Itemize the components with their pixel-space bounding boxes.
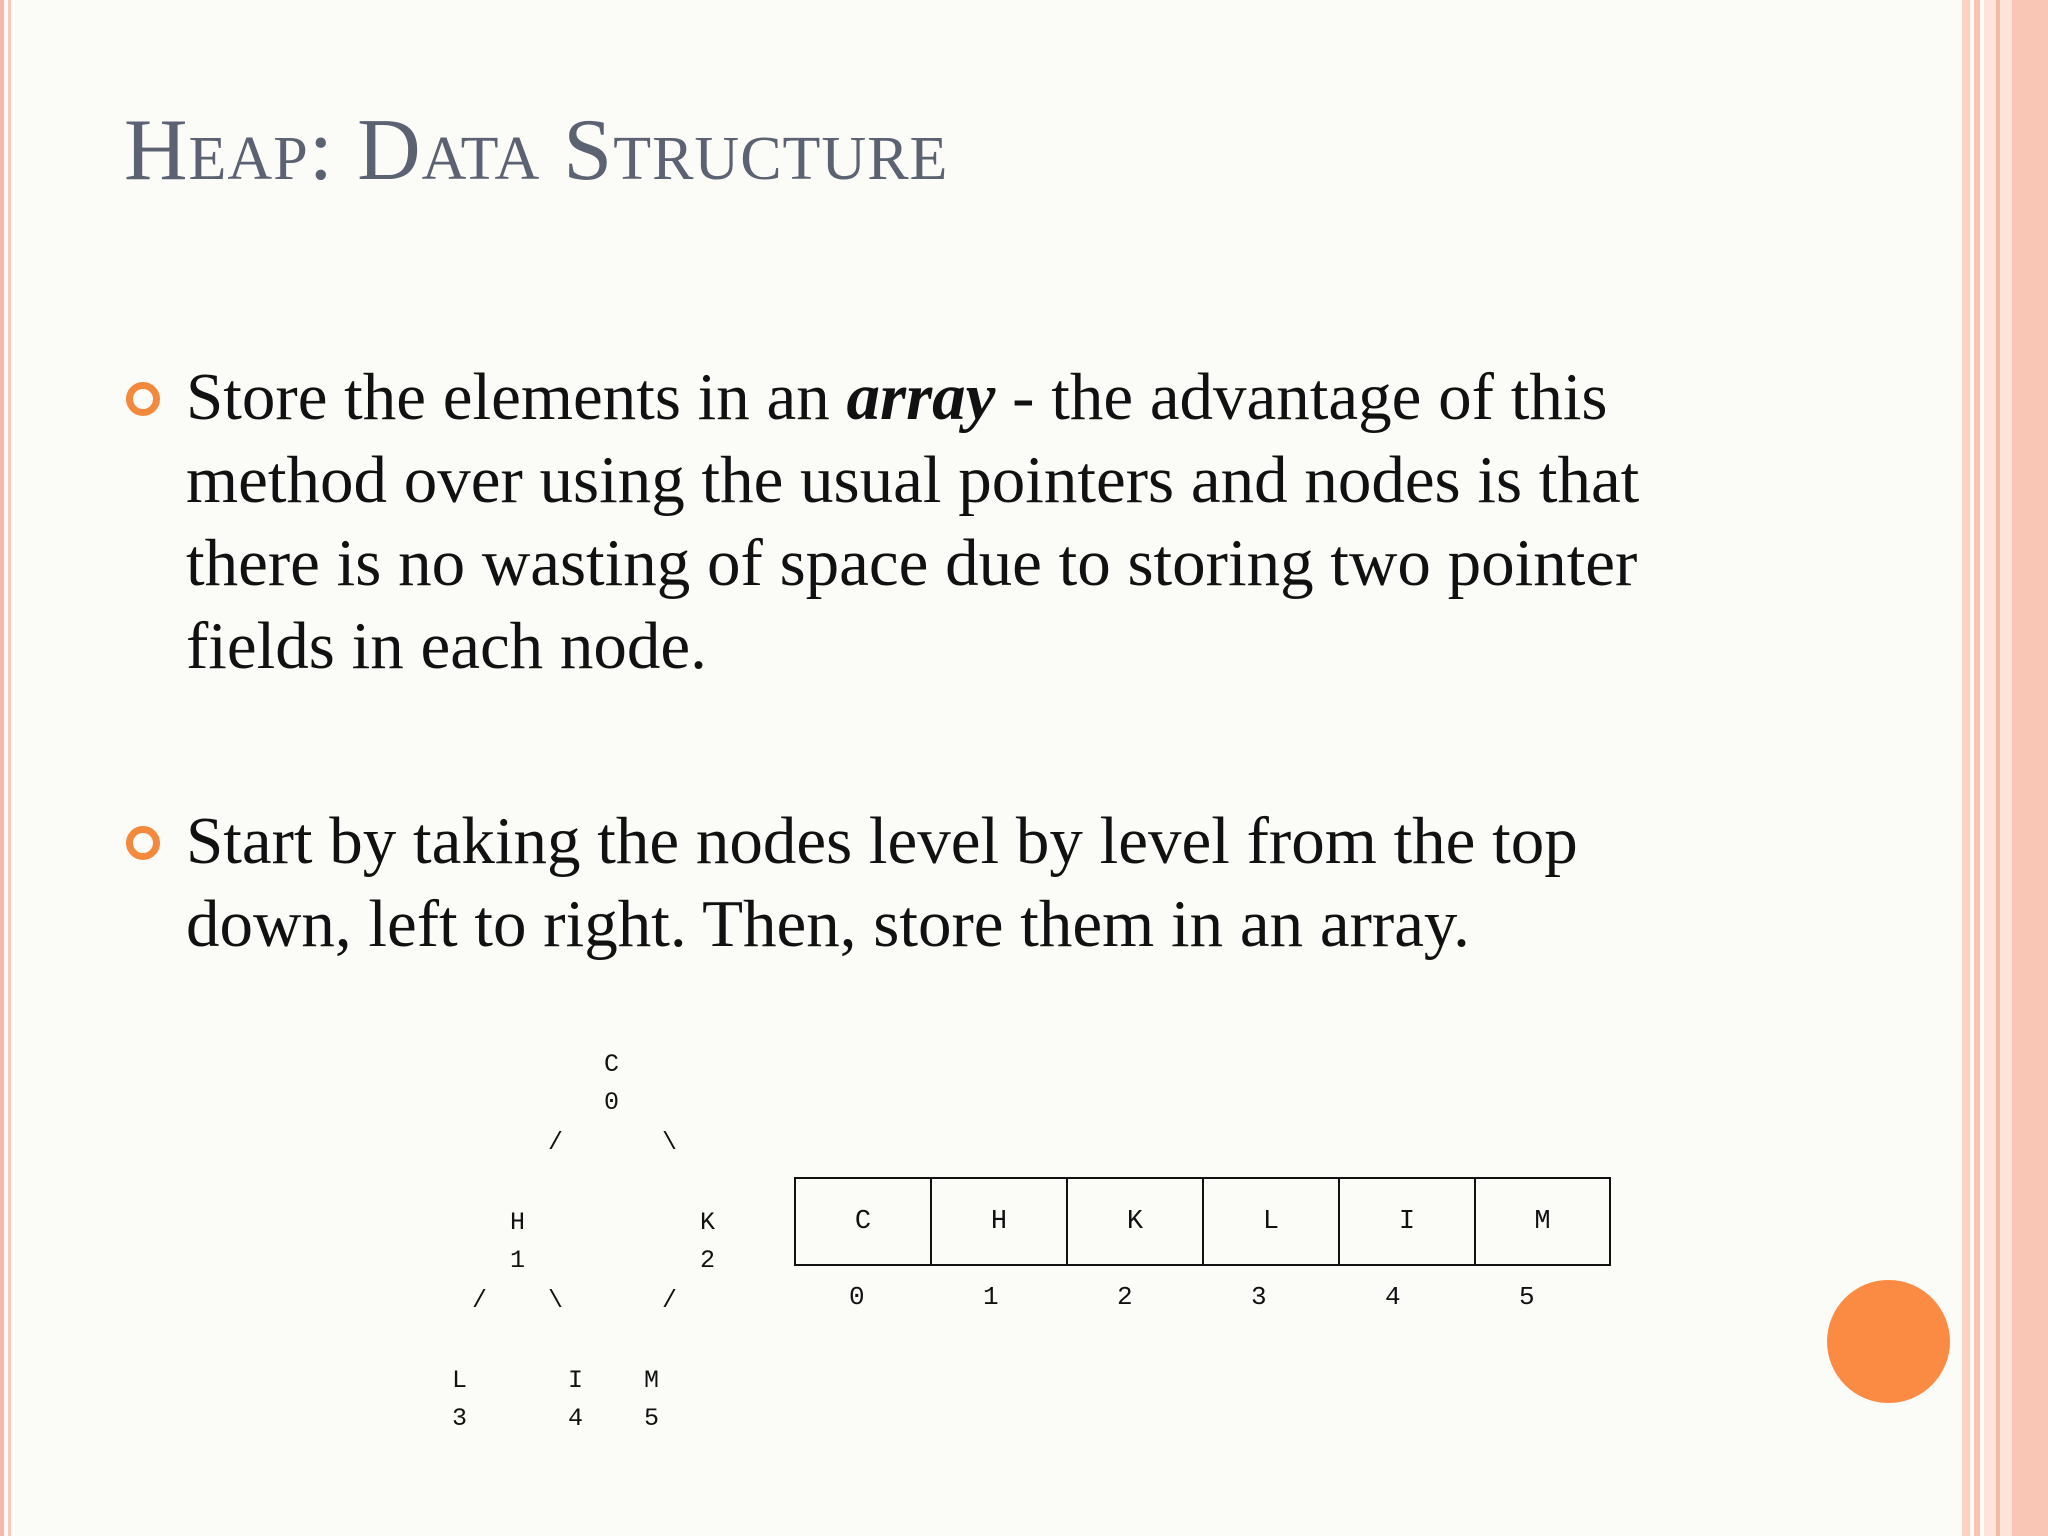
tree-node-index: 4 — [568, 1404, 584, 1433]
bullet-ring-icon — [126, 382, 160, 416]
bullet-emphasis: array — [846, 360, 996, 434]
slide-title: Heap: Data Structure — [124, 102, 949, 199]
array-index: 3 — [1251, 1282, 1267, 1312]
array-cell: M — [1534, 1206, 1551, 1237]
tree-node-letter: H — [510, 1208, 526, 1237]
bullet-text-start: Store the elements in an — [186, 360, 847, 434]
array-cell: L — [1204, 1179, 1340, 1264]
array-index: 4 — [1385, 1282, 1401, 1312]
tree-edge: / — [472, 1286, 488, 1315]
decorative-orange-circle — [1827, 1280, 1950, 1403]
tree-node-letter: K — [700, 1208, 716, 1237]
array-index-row — [794, 1282, 1598, 1312]
left-border-stripe — [0, 0, 4, 1536]
heap-tree-diagram — [430, 1040, 760, 1460]
right-decor-stripe — [1996, 0, 2000, 1536]
tree-edge: / — [548, 1128, 564, 1157]
tree-edge: / — [662, 1286, 678, 1315]
tree-edge: \ — [548, 1286, 564, 1315]
array-cell: C — [796, 1179, 932, 1264]
array-index: 2 — [1117, 1282, 1133, 1312]
tree-node-index: 3 — [452, 1404, 468, 1433]
array-index: 5 — [1519, 1282, 1535, 1312]
tree-edge: \ — [662, 1128, 678, 1157]
heap-array — [794, 1177, 1611, 1266]
right-decor-stripe — [2012, 0, 2048, 1536]
array-cell: I — [1340, 1179, 1476, 1264]
right-decor-stripe — [1962, 0, 1970, 1536]
tree-node-index: 1 — [510, 1246, 526, 1275]
bullet-text — [186, 356, 1746, 688]
array-index: 1 — [983, 1282, 999, 1312]
right-decor-stripe — [1974, 0, 1980, 1536]
array-index: 0 — [849, 1282, 865, 1312]
array-cell: K — [1068, 1179, 1204, 1264]
tree-node-index: 2 — [700, 1246, 716, 1275]
tree-node-index: 5 — [644, 1404, 660, 1433]
tree-node-letter: C — [604, 1050, 620, 1079]
tree-node-letter: L — [452, 1366, 468, 1395]
array-cell: H — [932, 1179, 1068, 1264]
tree-node-index: 0 — [604, 1088, 620, 1117]
tree-node-letter: I — [568, 1366, 584, 1395]
tree-node-letter: M — [644, 1366, 660, 1395]
bullet-text-end: - the advantage of this method over using the usual pointers and nodes is that there is no wasting of space due to storing two pointer fields in each node. — [186, 360, 1640, 683]
bullet-text: Start by taking the nodes level by level from the top down, left to right. Then, store them in an array. — [186, 804, 1578, 961]
left-border-stripe-inner — [8, 0, 11, 1536]
bullet-ring-icon — [126, 826, 160, 860]
